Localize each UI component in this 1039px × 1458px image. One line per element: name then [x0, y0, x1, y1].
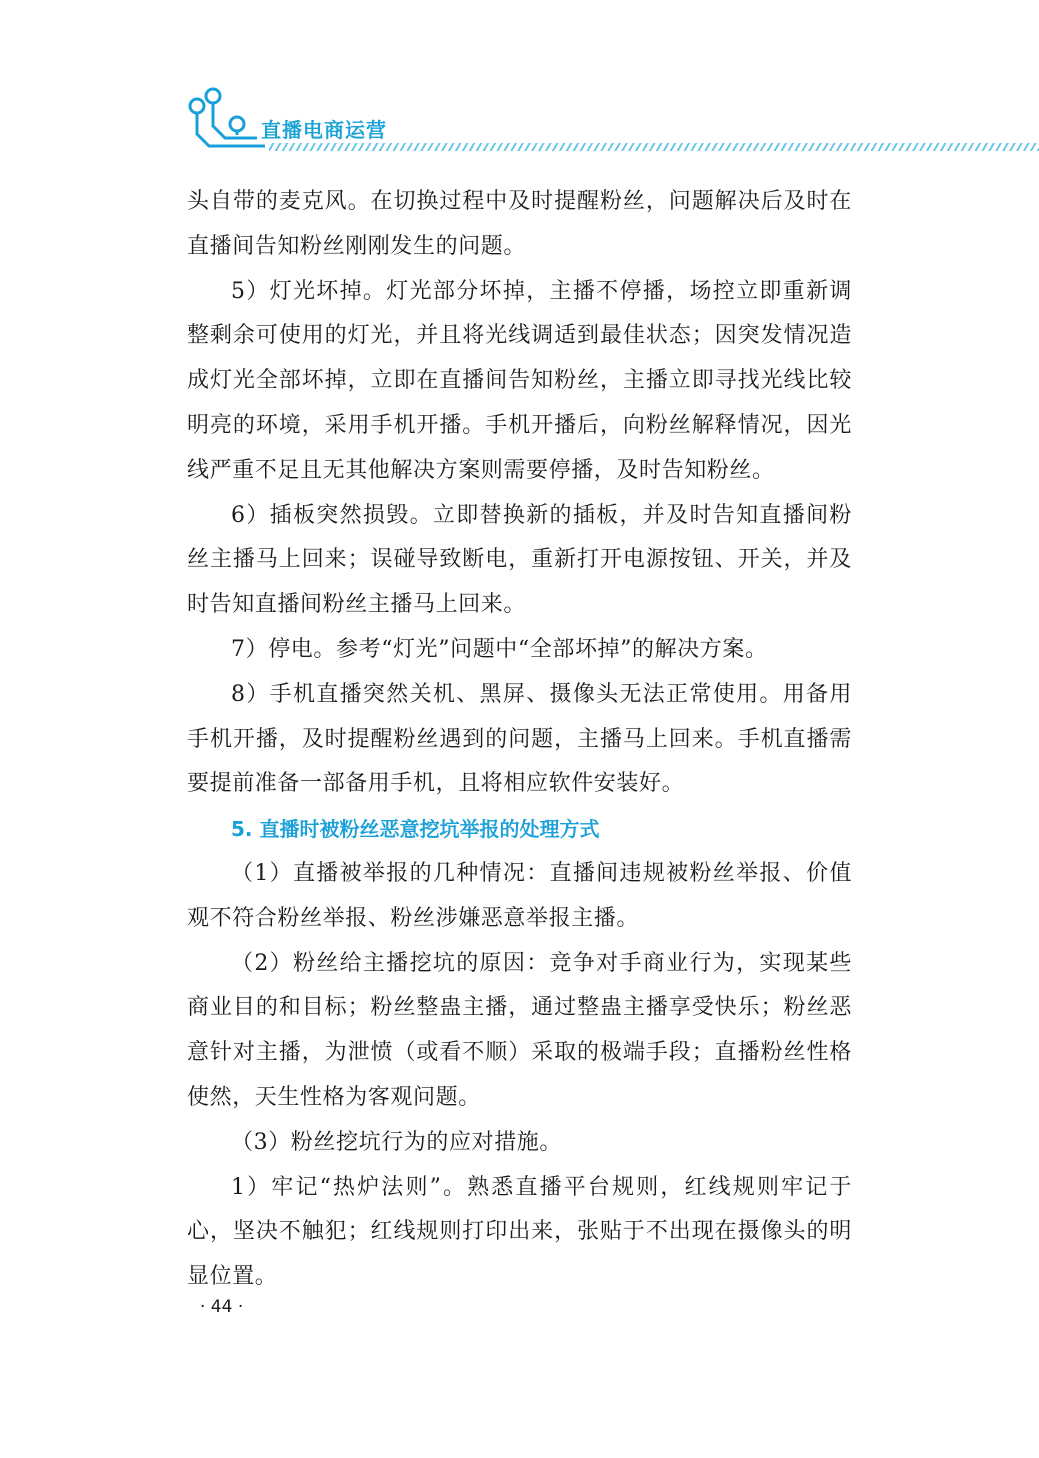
page-number: · 44 · — [200, 1297, 244, 1317]
running-header — [185, 86, 1039, 156]
paragraph-power-outage: 7）停电。参考“灯光”问题中“全部坏掉”的解决方案。 — [231, 636, 768, 662]
paragraph-lighting: 5）灯光坏掉。灯光部分坏掉，主播不停播，场控立即重新调整剩余可使用的灯光，并且将光线调适到最佳状态；因突发情况造成灯光全部坏掉，立即在直播间告知粉丝，主播立即寻找光线比较明亮的环境，采用手机开播。手机开播后，向粉丝解释情况，因光线严重不足且无其他解决方案则需要停播，及时告知粉丝。 — [187, 278, 852, 483]
paragraph-phone-failure: 8）手机直播突然关机、黑屏、摄像头无法正常使用。用备用手机开播，及时提醒粉丝遇到的问题，主播马上回来。手机直播需要提前准备一部备用手机，且将相应软件安装好。 — [187, 681, 852, 797]
paragraph-trap-reasons: （2）粉丝给主播挖坑的原因：竞争对手商业行为，实现某些商业目的和目标；粉丝整蛊主播，通过整蛊主播享受快乐；粉丝恶意针对主播，为泄愤（或看不顺）采取的极端手段；直播粉丝性格使然，天生性格为客观问题。 — [187, 950, 852, 1110]
paragraph-hot-stove-rule: 1）牢记“热炉法则”。熟悉直播平台规则，红线规则牢记于心，坚决不触犯；红线规则打印出来，张贴于不出现在摄像头的明显位置。 — [187, 1174, 852, 1290]
paragraph-power-strip: 6）插板突然损毁。立即替换新的插板，并及时告知直播间粉丝主播马上回来；误碰导致断电，重新打开电源按钮、开关，并及时告知直播间粉丝主播马上回来。 — [187, 502, 852, 618]
page-body — [187, 180, 852, 1300]
header-hatch-rule — [269, 143, 1039, 151]
paragraph-continued: 头自带的麦克风。在切换过程中及时提醒粉丝，问题解决后及时在直播间告知粉丝刚刚发生的问题。 — [187, 189, 852, 259]
circuit-logo-icon — [185, 86, 271, 156]
paragraph-countermeasures: （3）粉丝挖坑行为的应对措施。 — [231, 1129, 562, 1155]
section-heading: 5. 直播时被粉丝恶意挖坑举报的处理方式 — [231, 817, 600, 842]
header-title: 直播电商运营 — [261, 118, 387, 142]
paragraph-report-cases: （1）直播被举报的几种情况：直播间违规被粉丝举报、价值观不符合粉丝举报、粉丝涉嫌恶意举报主播。 — [187, 860, 852, 931]
